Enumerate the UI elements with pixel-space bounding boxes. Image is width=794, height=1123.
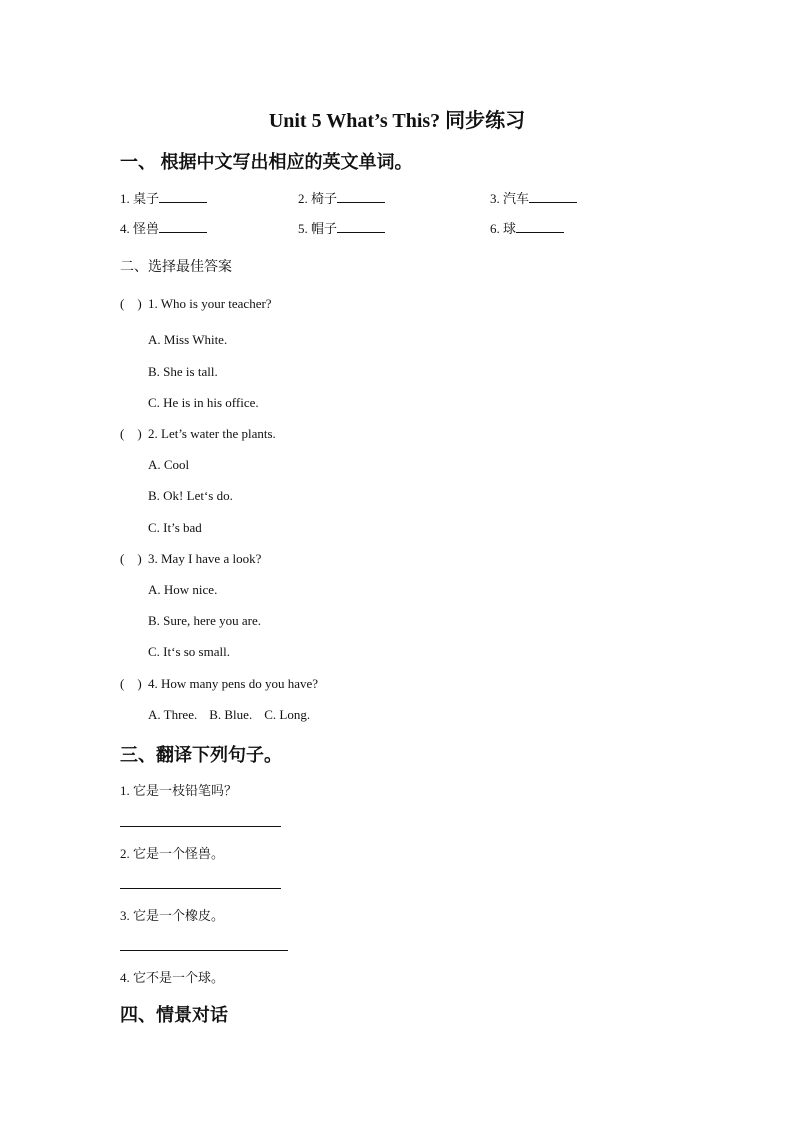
- answer-blank[interactable]: [337, 190, 385, 203]
- option-1b: B. She is tall.: [148, 364, 218, 379]
- answer-blank[interactable]: [516, 220, 564, 233]
- option-3a: A. How nice.: [148, 582, 218, 597]
- vocab-item-3: [490, 188, 577, 207]
- option-3c: C. It‘s so small.: [148, 644, 230, 659]
- option-2a: A. Cool: [148, 457, 190, 472]
- vocab-word: 汽车: [503, 191, 530, 206]
- question-1: [120, 296, 272, 312]
- answer-bracket[interactable]: ( ): [120, 426, 142, 441]
- vocab-word: 椅子: [311, 191, 338, 206]
- item-number: 3.: [120, 908, 130, 923]
- option-1c: C. He is in his office.: [148, 395, 259, 410]
- vocab-item-1: [120, 188, 207, 207]
- question-text: 3. May I have a look?: [148, 551, 262, 566]
- answer-line[interactable]: [120, 888, 281, 889]
- answer-bracket[interactable]: ( ): [120, 296, 142, 311]
- answer-bracket[interactable]: ( ): [120, 676, 142, 691]
- vocab-word: 帽子: [311, 221, 338, 236]
- vocab-number: 5.: [298, 221, 308, 236]
- vocab-item-2: [298, 188, 385, 207]
- option-3b: B. Sure, here you are.: [148, 613, 261, 628]
- answer-blank[interactable]: [159, 220, 207, 233]
- item-text: 它不是一个球。: [133, 970, 225, 985]
- options-4: [148, 707, 310, 723]
- section-4-heading: 四、情景对话: [120, 1005, 228, 1025]
- vocab-word: 桌子: [133, 191, 160, 206]
- answer-blank[interactable]: [159, 190, 207, 203]
- option-2b: B. Ok! Let‘s do.: [148, 488, 233, 503]
- translate-item-1: [120, 780, 237, 799]
- page-title: Unit 5 What’s This? 同步练习: [268, 110, 526, 132]
- vocab-item-5: [298, 218, 385, 237]
- answer-blank[interactable]: [529, 190, 577, 203]
- vocab-number: 2.: [298, 191, 308, 206]
- vocab-word: 球: [503, 221, 517, 236]
- answer-line[interactable]: [120, 826, 281, 827]
- translate-item-4: [120, 967, 224, 986]
- question-text: 2. Let’s water the plants.: [148, 426, 276, 441]
- answer-bracket[interactable]: ( ): [120, 551, 142, 566]
- vocab-number: 6.: [490, 221, 500, 236]
- vocab-number: 4.: [120, 221, 130, 236]
- vocab-number: 3.: [490, 191, 500, 206]
- question-text: 4. How many pens do you have?: [148, 676, 319, 691]
- translate-item-2: [120, 843, 224, 862]
- translate-item-3: [120, 905, 224, 924]
- vocab-item-6: [490, 218, 564, 237]
- question-4: [120, 676, 318, 692]
- question-text: 1. Who is your teacher?: [148, 296, 272, 311]
- answer-line[interactable]: [120, 950, 288, 951]
- vocab-item-4: [120, 218, 207, 237]
- section-1-heading: 一、 根据中文写出相应的英文单词。: [120, 152, 413, 172]
- question-2: [120, 426, 276, 442]
- option-4a: A. Three.: [148, 707, 198, 722]
- option-2c: C. It’s bad: [148, 520, 202, 535]
- item-text: 它是一枝铅笔吗？: [133, 783, 238, 798]
- item-number: 1.: [120, 783, 130, 798]
- option-1a: A. Miss White.: [148, 332, 228, 347]
- item-text: 它是一个怪兽。: [133, 846, 225, 861]
- option-4b: B. Blue.: [209, 707, 253, 722]
- question-3: [120, 551, 261, 567]
- answer-blank[interactable]: [337, 220, 385, 233]
- vocab-word: 怪兽: [133, 221, 160, 236]
- item-number: 2.: [120, 846, 130, 861]
- option-4c: C. Long.: [264, 707, 311, 722]
- item-number: 4.: [120, 970, 130, 985]
- item-text: 它是一个橡皮。: [133, 908, 225, 923]
- vocab-number: 1.: [120, 191, 130, 206]
- section-2-heading: 二、选择最佳答案: [120, 260, 232, 275]
- section-3-heading: 三、翻译下列句子。: [120, 745, 282, 765]
